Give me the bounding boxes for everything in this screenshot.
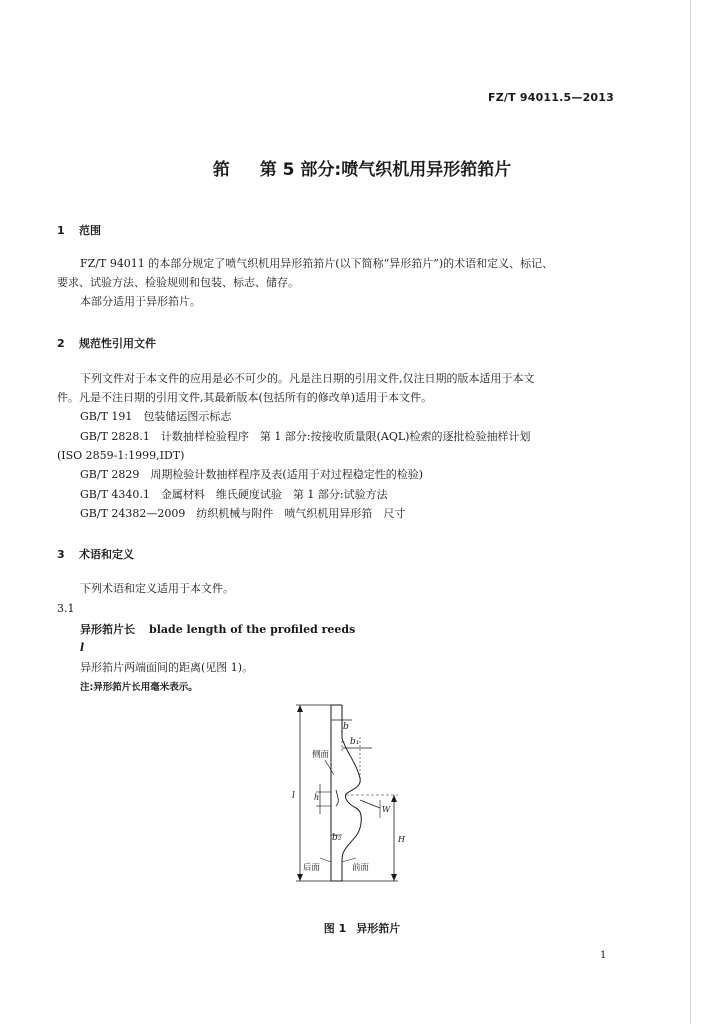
section-2-intro-line2: 件。凡是不注日期的引用文件,其最新版本(包括所有的修改单)适用于本文件。: [57, 391, 433, 404]
section-2-intro-line1: 下列文件对于本文件的应用是必不可少的。凡是注日期的引用文件,仅注日期的版本适用于本文: [80, 372, 535, 385]
reference-item: GB/T 2828.1 计数抽样检验程序 第 1 部分:按接收质量限(AQL)检索的逐批检验抽样计划: [80, 430, 531, 443]
title-part1: 筘: [212, 160, 230, 180]
section-1-number: 1: [57, 224, 65, 237]
section-1-title: 范围: [79, 224, 101, 237]
section-3-title: 术语和定义: [79, 548, 134, 561]
figure-caption-number: 图 1: [323, 922, 347, 935]
section-3-number: 3: [57, 548, 65, 561]
label-b1: b₁: [350, 737, 360, 747]
label-H: H: [398, 835, 405, 844]
label-b: b: [343, 722, 349, 732]
section-1-para2: 本部分适用于异形筘片。: [80, 295, 201, 308]
section-2-number: 2: [57, 337, 65, 350]
section-2-title: 规范性引用文件: [79, 337, 156, 350]
section-1-para1-line1: FZ/T 94011 的本部分规定了喷气织机用异形筘筘片(以下简称“异形筘片”)的术语和定义、标记、: [80, 257, 554, 270]
reed-profile-inner-line: [336, 790, 338, 806]
label-l: l: [292, 791, 295, 801]
label-back-face: 后面: [303, 863, 321, 873]
reference-item: GB/T 24382—2009 纺织机械与附件 喷气织机用异形筘 尺寸: [80, 507, 406, 520]
figure-caption-text: 异形筘片: [356, 922, 401, 935]
term-chinese: 异形筘片长: [80, 623, 135, 636]
dimension-W-line: [360, 800, 380, 808]
section-3-intro: 下列术语和定义适用于本文件。: [80, 582, 234, 595]
label-h: h: [314, 793, 320, 802]
section-1-para1-line2: 要求、试验方法、检验规则和包装、标志、储存。: [57, 276, 299, 289]
reference-item: GB/T 191 包装储运图示标志: [80, 410, 232, 423]
term-symbol: l: [80, 641, 85, 654]
standard-number: FZ/T 94011.5—2013: [488, 91, 614, 104]
clause-number: 3.1: [57, 602, 75, 615]
label-side-face: 侧面: [312, 750, 330, 760]
title-part2: 第 5 部分:喷气织机用异形筘筘片: [259, 160, 512, 180]
reference-item: GB/T 4340.1 金属材料 维氏硬度试验 第 1 部分:试验方法: [80, 488, 388, 501]
term-definition: 异形筘片两端面间的距离(见图 1)。: [80, 661, 254, 674]
term-note: 注:异形筘片长用毫米表示。: [80, 682, 198, 693]
label-b2: b₂: [332, 833, 342, 843]
term-english: blade length of the profiled reeds: [149, 623, 356, 636]
page-number: 1: [600, 950, 607, 961]
label-front-face: 前面: [352, 863, 370, 873]
label-W: W: [382, 805, 391, 814]
reference-item-continuation: (ISO 2859-1:1999,IDT): [57, 449, 185, 462]
reference-item: GB/T 2829 周期检验计数抽样程序及表(适用于对过程稳定性的检验): [80, 468, 423, 481]
figure-1-caption: [0, 920, 724, 936]
